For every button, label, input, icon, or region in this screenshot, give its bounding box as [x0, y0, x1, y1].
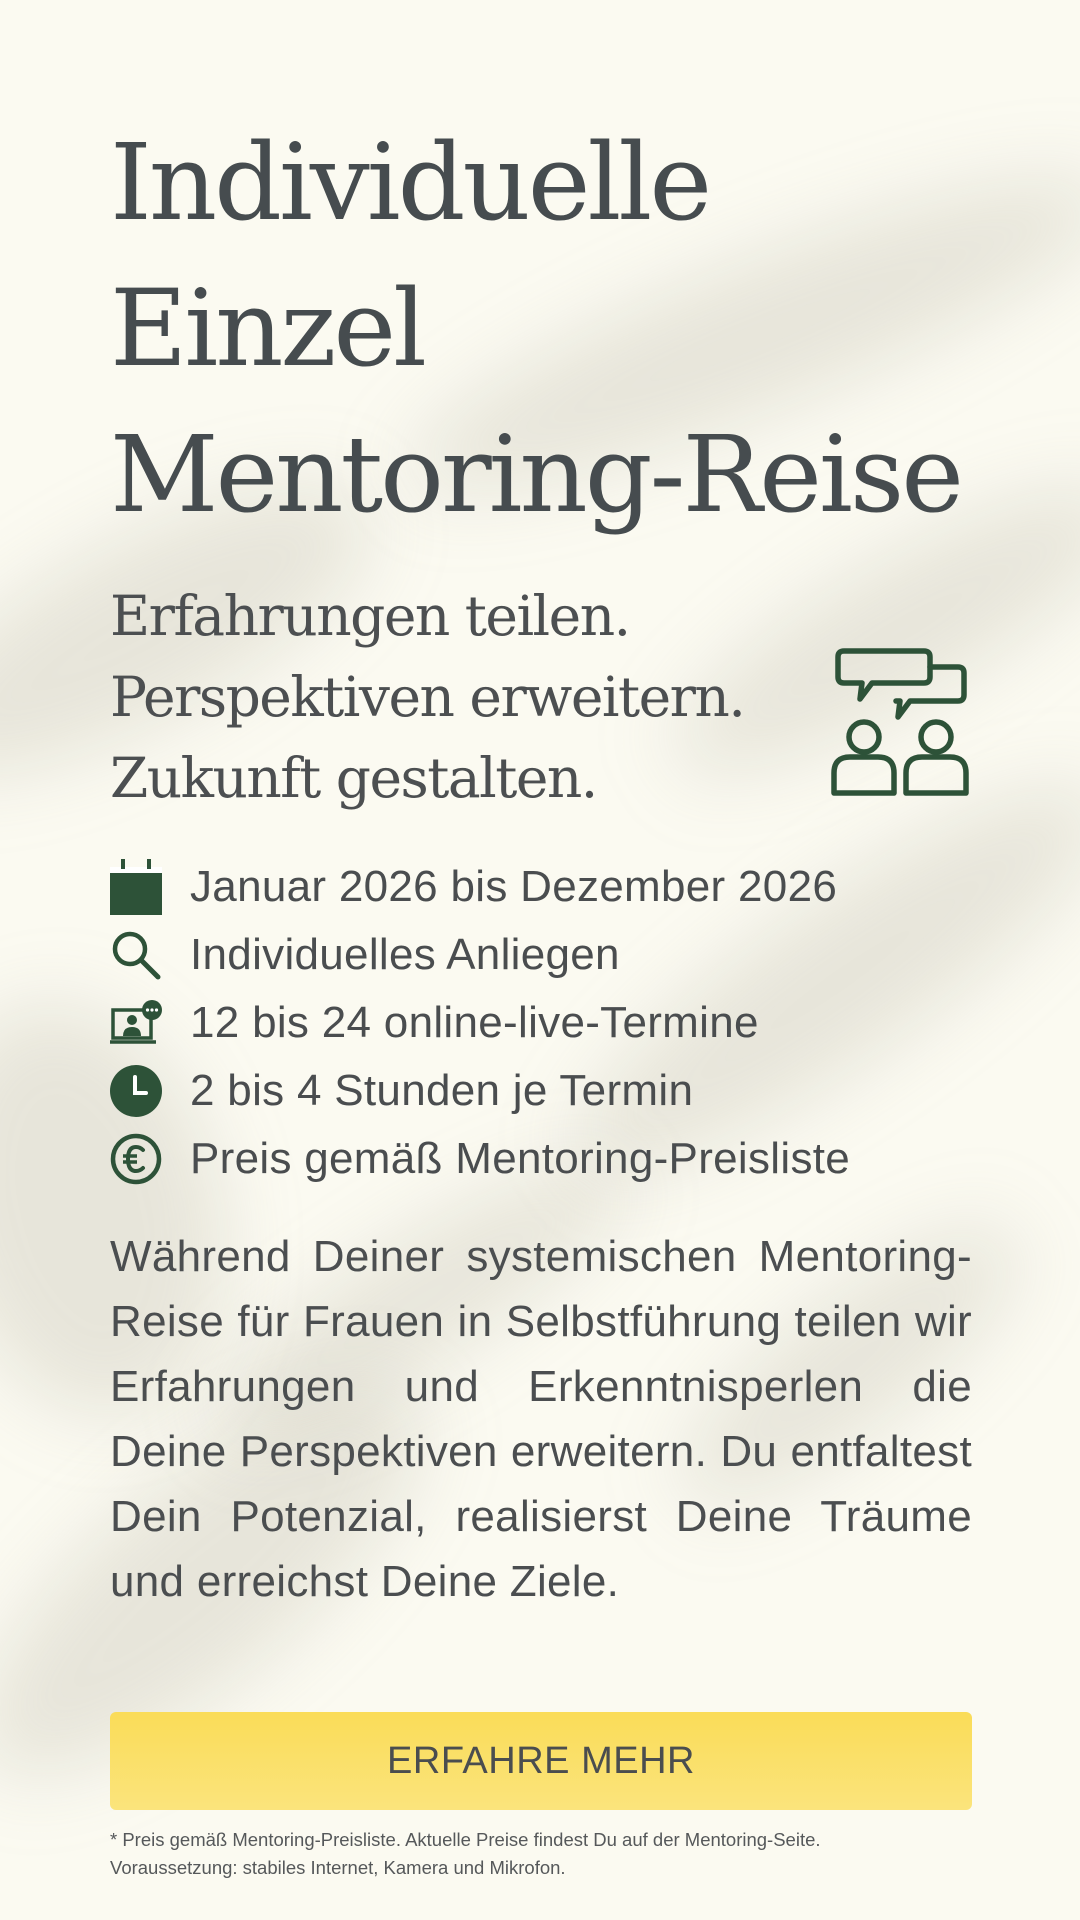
calendar-icon	[110, 861, 162, 913]
euro-icon	[110, 1133, 162, 1185]
search-icon	[110, 929, 162, 981]
title-line-1: Individuelle	[110, 121, 710, 244]
feature-text-duration: 2 bis 4 Stunden je Termin	[190, 1066, 694, 1115]
feature-item-sessions	[110, 989, 850, 1057]
footnote-price: * Preis gemäß Mentoring-Preisliste. Aktuelle Preise findest Du auf der Mentoring-Seite.	[110, 1829, 821, 1850]
feature-item-dates	[110, 853, 850, 921]
feature-text-price: Preis gemäß Mentoring-Preisliste	[190, 1134, 851, 1183]
page-title	[110, 110, 961, 548]
tagline	[110, 576, 744, 819]
description-paragraph: Während Deiner systemischen Mentoring-Reise für Frauen in Selbstführung teilen wir Erfahrungen und Erkenntnisperlen die Deine Perspektiven erweitern. Du entfaltest Dein Potenzial, realisierst Deine Träume und erreichst Deine Ziele.	[110, 1232, 972, 1606]
footnote	[110, 1826, 972, 1882]
title-line-3: Mentoring-Reise	[110, 413, 962, 536]
feature-item-price	[110, 1125, 850, 1193]
feature-list	[110, 853, 850, 1193]
tagline-line-3: Zukunft gestalten.	[110, 746, 597, 810]
tagline-line-2: Perspektiven erweitern.	[110, 665, 745, 729]
learn-more-button[interactable]: ERFAHRE MEHR	[110, 1712, 972, 1810]
video-call-icon	[110, 997, 162, 1049]
title-line-2: Einzel	[110, 267, 425, 390]
feature-text-dates: Januar 2026 bis Dezember 2026	[190, 862, 838, 911]
feature-text-sessions: 12 bis 24 online-live-Termine	[190, 998, 759, 1047]
feature-item-duration	[110, 1057, 850, 1125]
tagline-line-1: Erfahrungen teilen.	[110, 584, 630, 648]
feature-item-concern	[110, 921, 850, 989]
feature-text-concern: Individuelles Anliegen	[190, 930, 620, 979]
mentoring-conversation-icon	[830, 645, 976, 797]
footnote-requirements: Voraussetzung: stabiles Internet, Kamera und Mikrofon.	[110, 1857, 566, 1878]
clock-icon	[110, 1065, 162, 1117]
